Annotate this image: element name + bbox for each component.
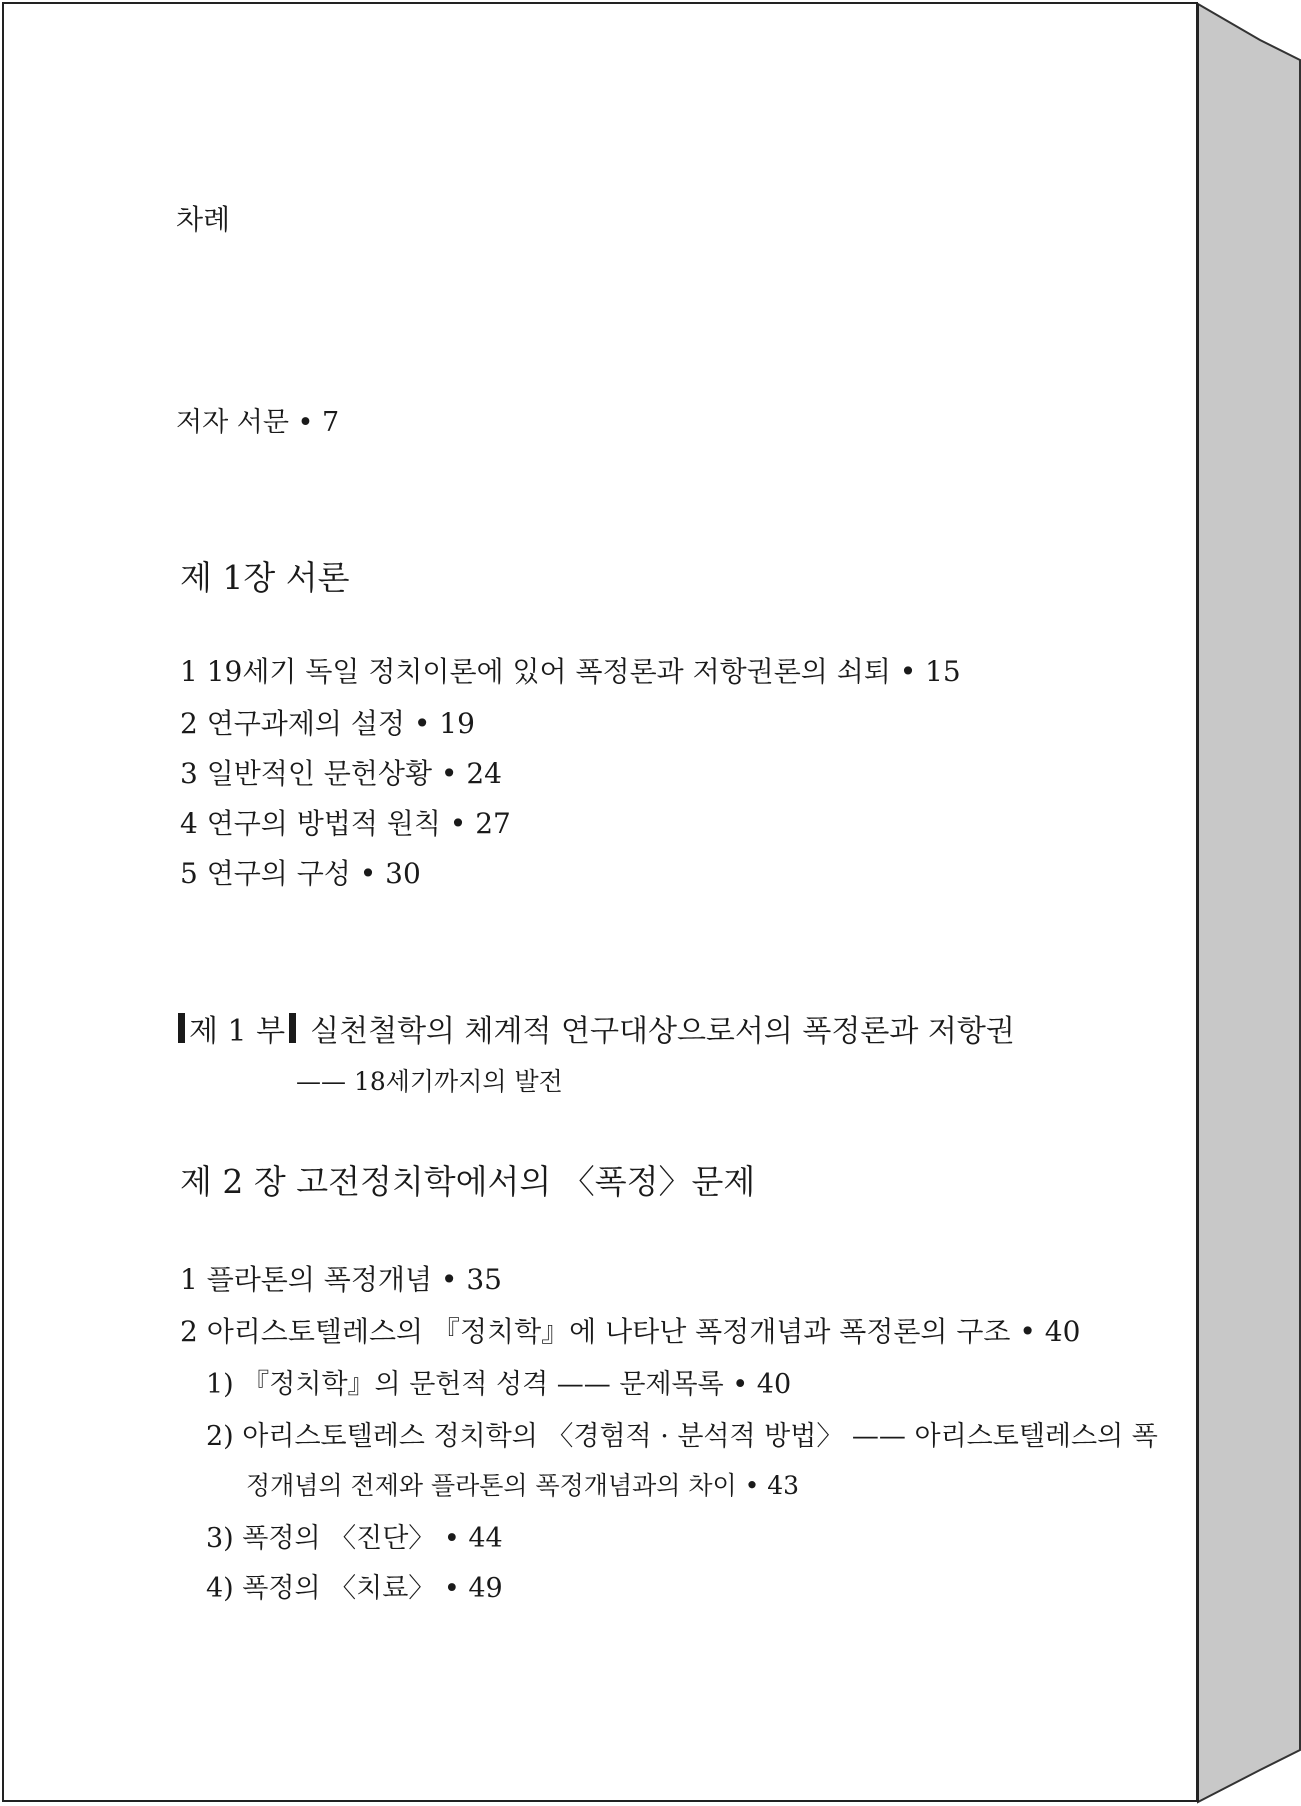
part-1-heading <box>174 1006 1015 1050</box>
chapter-2-subentry-1: 1) 『정치학』의 문헌적 성격 —— 문제목록 • 40 <box>206 1369 792 1400</box>
chapter-2-entry-1: 1 플라톤의 폭정개념 • 35 <box>180 1263 502 1296</box>
part-1-subtitle: —— 18세기까지의 발전 <box>296 1067 563 1096</box>
chapter-2-title: 제 2 장 고전정치학에서의 〈폭정〉문제 <box>180 1162 756 1201</box>
chapter-1-entry-1: 1 19세기 독일 정치이론에 있어 폭정론과 저항권론의 쇠퇴 • 15 <box>180 655 961 688</box>
chapter-2-subentry-2: 2) 아리스토텔레스 정치학의 〈경험적 · 분석적 방법〉 —— 아리스토텔레스의 폭 <box>206 1421 1158 1452</box>
part-bar-left <box>178 1013 185 1043</box>
chapter-1-entry-4: 4 연구의 방법적 원칙 • 27 <box>180 807 511 840</box>
contents-heading: 차례 <box>176 203 231 236</box>
chapter-2-entry-2: 2 아리스토텔레스의 『정치학』에 나타난 폭정개념과 폭정론의 구조 • 40 <box>180 1315 1081 1348</box>
part-1-label: 제 1 부 <box>189 1014 286 1049</box>
chapter-1-entry-5: 5 연구의 구성 • 30 <box>180 857 421 890</box>
chapter-1-title: 제 1장 서론 <box>180 558 350 597</box>
part-bar-right <box>289 1013 296 1043</box>
chapter-2-subentry-3: 3) 폭정의 〈진단〉 • 44 <box>206 1523 503 1554</box>
chapter-2-subentry-2-continuation: 정개념의 전제와 플라톤의 폭정개념과의 차이 • 43 <box>246 1471 800 1500</box>
chapter-1-entry-3: 3 일반적인 문헌상황 • 24 <box>180 757 502 790</box>
chapter-1-entry-2: 2 연구과제의 설정 • 19 <box>180 707 475 740</box>
part-1-title: 실천철학의 체계적 연구대상으로서의 폭정론과 저항권 <box>310 1014 1015 1049</box>
chapter-2-subentry-4: 4) 폭정의 〈치료〉 • 49 <box>206 1573 503 1604</box>
preface-entry: 저자 서문 • 7 <box>176 407 340 438</box>
